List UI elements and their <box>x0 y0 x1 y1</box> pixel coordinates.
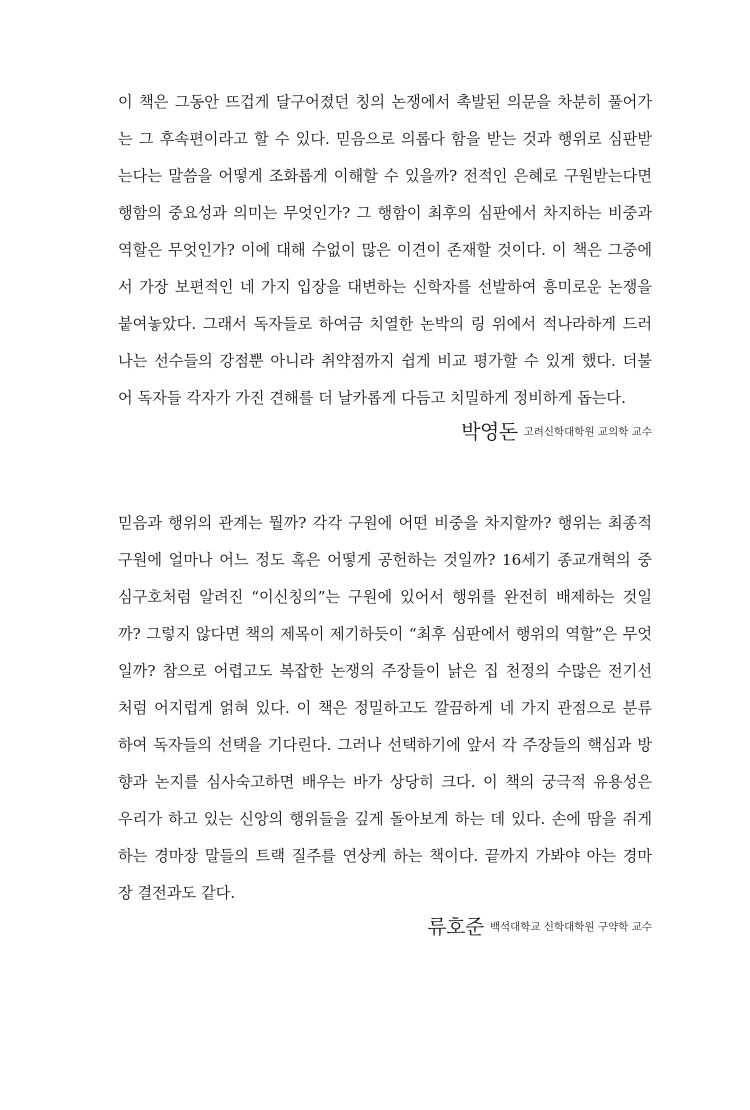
text-line: 까? 그렇지 않다면 책의 제목이 제기하듯이 “최후 심판에서 행위의 역할”은 무엇 <box>118 625 652 643</box>
text-line: 믿음과 행위의 관계는 뭘까? 각각 구원에 어떤 비중을 차지할까? 행위는 최종적 <box>118 514 652 532</box>
text-line: 장 결전과도 같다. <box>118 884 236 902</box>
endorser-signature <box>118 910 652 942</box>
text-line: 일까? 참으로 어렵고도 복잡한 논쟁의 주장들이 낡은 집 천정의 수많은 전기선 <box>118 662 652 680</box>
text-line: 역할은 무엇인가? 이에 대해 수없이 많은 이견이 존재할 것이다. 이 책은 그중에 <box>118 241 652 259</box>
endorsement-text <box>118 505 652 912</box>
text-line: 구원에 얼마나 어느 정도 혹은 어떻게 공헌하는 것일까? 16세기 종교개혁의 중 <box>118 551 652 569</box>
endorsement-text <box>118 84 652 417</box>
text-line: 붙여놓았다. 그래서 독자들로 하여금 치열한 논박의 링 위에서 적나라하게 드러 <box>118 315 652 333</box>
text-line: 행함의 중요성과 의미는 무엇인가? 그 행함이 최후의 심판에서 차지하는 비중과 <box>118 204 652 222</box>
text-line: 하여 독자들의 선택을 기다린다. 그러나 선택하기에 앞서 각 주장들의 핵심과 방 <box>118 736 652 754</box>
endorser-signature <box>118 415 652 447</box>
endorser-name: 박영돈 <box>461 419 518 444</box>
text-line: 향과 논지를 심사숙고하면 배우는 바가 상당히 크다. 이 책의 궁극적 유용성은 <box>118 773 652 791</box>
text-line: 서 가장 보편적인 네 가지 입장을 대변하는 신학자를 선발하여 흥미로운 논쟁을 <box>118 278 652 296</box>
endorser-title: 고려신학대학원 교의학 교수 <box>523 425 652 438</box>
text-line: 나는 선수들의 강점뿐 아니라 취약점까지 쉽게 비교 평가할 수 있게 했다. 더불 <box>118 352 652 370</box>
text-line: 어 독자들 각자가 가진 견해를 더 날카롭게 다듬고 치밀하게 정비하게 돕는다. <box>118 389 626 407</box>
endorser-name: 류호준 <box>427 914 484 939</box>
text-line: 는다는 말씀을 어떻게 조화롭게 이해할 수 있을까? 전적인 은혜로 구원받는다면 <box>118 167 652 185</box>
endorser-title: 백석대학교 신학대학원 구약학 교수 <box>489 920 652 933</box>
text-line: 는 그 후속편이라고 할 수 있다. 믿음으로 의롭다 함을 받는 것과 행위로 심판받 <box>118 130 652 148</box>
endorsement-1 <box>118 84 652 447</box>
text-line: 우리가 하고 있는 신앙의 행위들을 깊게 돌아보게 하는 데 있다. 손에 땀을 쥐게 <box>118 810 652 828</box>
text-line: 심구호처럼 알려진 “이신칭의”는 구원에 있어서 행위를 완전히 배제하는 것일 <box>118 588 652 606</box>
text-line: 이 책은 그동안 뜨겁게 달구어졌던 칭의 논쟁에서 촉발된 의문을 차분히 풀어가 <box>118 93 652 111</box>
endorsement-2 <box>118 505 652 942</box>
text-line: 하는 경마장 말들의 트랙 질주를 연상케 하는 책이다. 끝까지 가봐야 아는 경마 <box>118 847 652 865</box>
text-line: 처럼 어지럽게 얽혀 있다. 이 책은 정밀하고도 깔끔하게 네 가지 관점으로 분류 <box>118 699 652 717</box>
